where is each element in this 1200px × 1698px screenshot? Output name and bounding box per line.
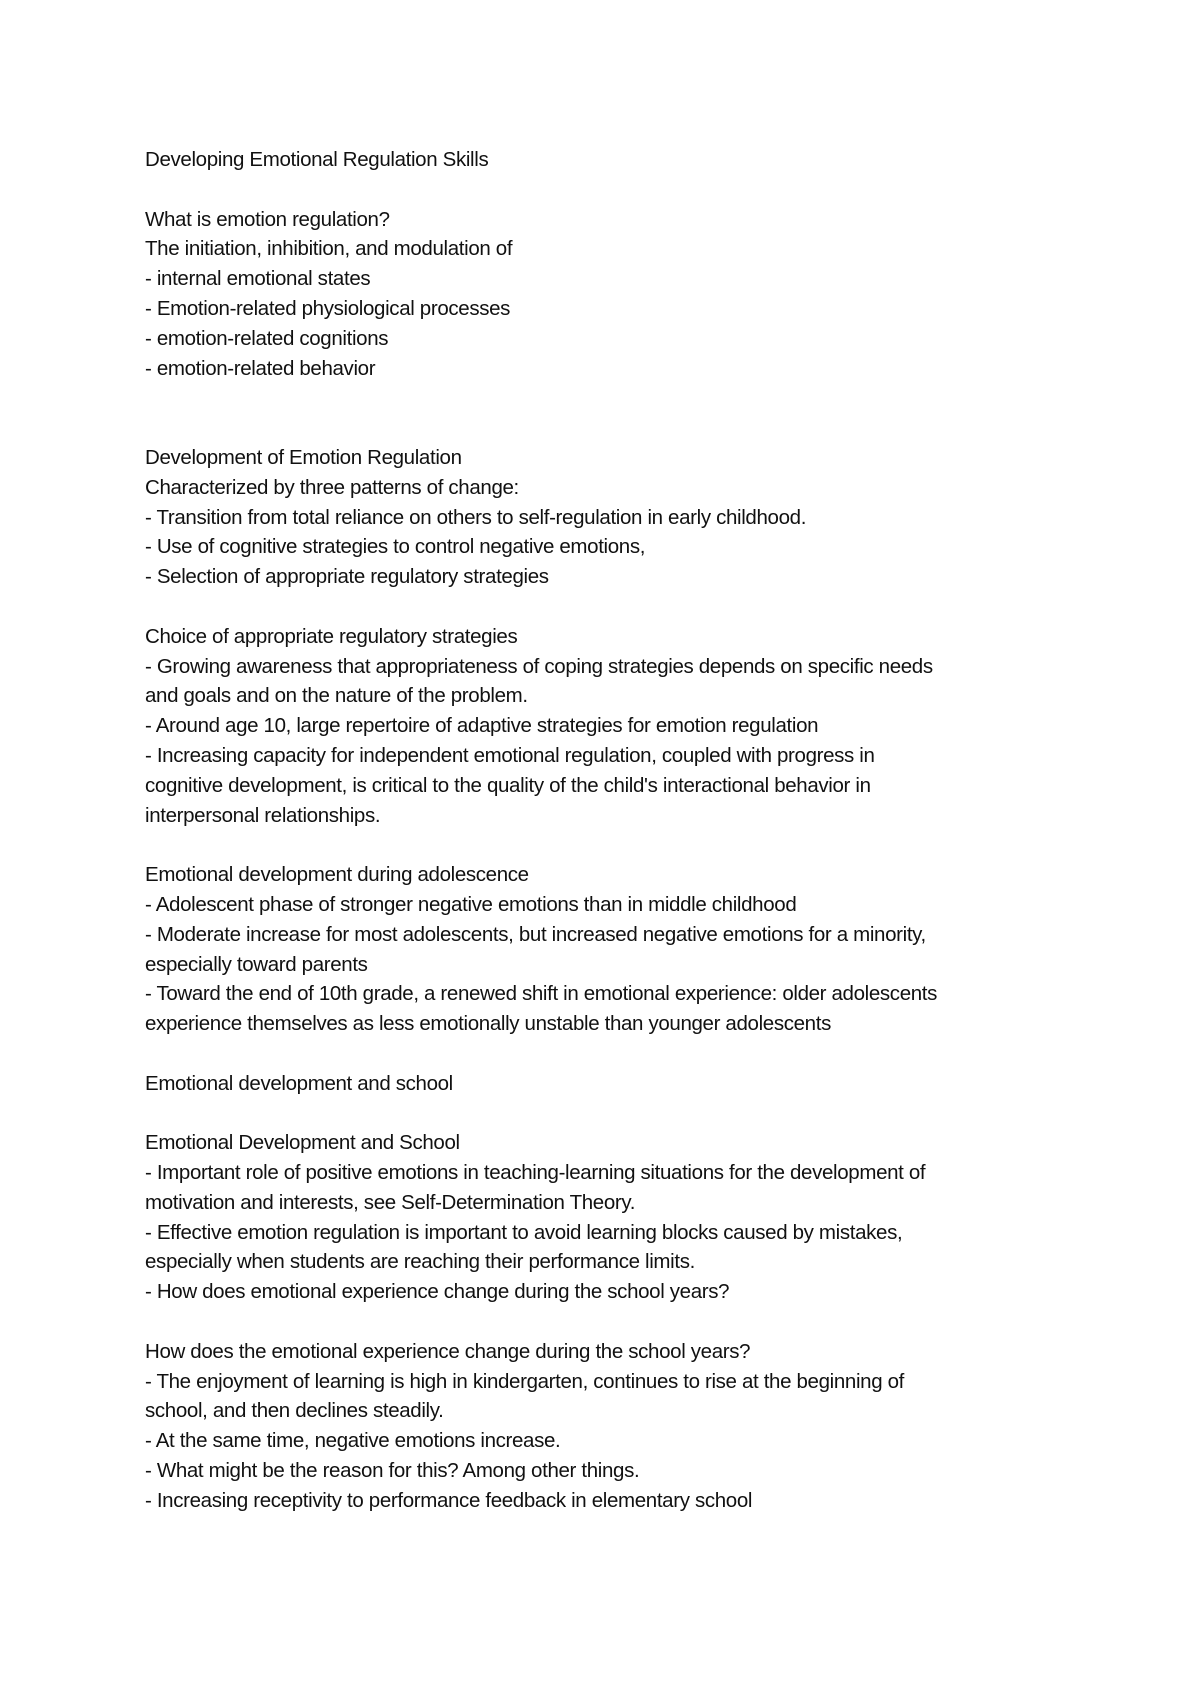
list-item: - Use of cognitive strategies to control negative emotions, <box>145 535 646 559</box>
section-heading: Choice of appropriate regulatory strategies <box>145 624 518 648</box>
paragraph-line: experience themselves as less emotionally unstable than younger adolescents <box>145 1012 831 1036</box>
blank-line <box>145 1307 1075 1337</box>
document-title: Developing Emotional Regulation Skills <box>145 148 489 171</box>
paragraph-line: - Moderate increase for most adolescents, but increased negative emotions for a minority, <box>145 922 926 946</box>
paragraph-line: school, and then declines steadily. <box>145 1399 444 1423</box>
blank-line <box>145 383 1075 443</box>
blank-line <box>145 175 1075 205</box>
paragraph-line: - The enjoyment of learning is high in kindergarten, continues to rise at the beginning of <box>145 1369 905 1393</box>
paragraph-line: - Increasing capacity for independent emotional regulation, coupled with progress in <box>145 743 875 767</box>
list-item: - emotion-related behavior <box>145 356 376 380</box>
document-body <box>145 145 1075 1516</box>
paragraph-line: - Growing awareness that appropriateness of coping strategies depends on specific needs <box>145 654 933 678</box>
paragraph-line: especially toward parents <box>145 952 368 976</box>
paragraph-line: - Adolescent phase of stronger negative emotions than in middle childhood <box>145 892 797 916</box>
list-item: - internal emotional states <box>145 267 371 291</box>
paragraph-line: - Toward the end of 10th grade, a renewed shift in emotional experience: older adolescents <box>145 982 938 1006</box>
blank-line <box>145 830 1075 860</box>
blank-line <box>145 592 1075 622</box>
paragraph-line: interpersonal relationships. <box>145 803 381 827</box>
paragraph-line: motivation and interests, see Self-Determination Theory. <box>145 1190 636 1214</box>
paragraph-line: and goals and on the nature of the problem. <box>145 684 528 708</box>
section-heading: Emotional Development and School <box>145 1131 460 1155</box>
list-item: - emotion-related cognitions <box>145 326 389 350</box>
section-heading: Emotional development and school <box>145 1071 453 1095</box>
paragraph-line: - What might be the reason for this? Among other things. <box>145 1459 640 1483</box>
section-intro: The initiation, inhibition, and modulation of <box>145 237 513 261</box>
section-heading: Development of Emotion Regulation <box>145 445 462 469</box>
list-item: - Transition from total reliance on others to self-regulation in early childhood. <box>145 505 807 529</box>
paragraph-line: - Important role of positive emotions in teaching-learning situations for the development of <box>145 1161 926 1185</box>
paragraph-line: - Effective emotion regulation is important to avoid learning blocks caused by mistakes, <box>145 1220 903 1244</box>
section-heading: What is emotion regulation? <box>145 207 390 231</box>
paragraph-line: - Increasing receptivity to performance feedback in elementary school <box>145 1488 753 1512</box>
paragraph-line: especially when students are reaching their performance limits. <box>145 1250 695 1274</box>
paragraph-line: cognitive development, is critical to the quality of the child's interactional behavior in <box>145 773 871 797</box>
paragraph-line: - At the same time, negative emotions increase. <box>145 1429 561 1453</box>
paragraph-line: - How does emotional experience change during the school years? <box>145 1280 730 1304</box>
blank-line <box>145 1039 1075 1069</box>
blank-line <box>145 1099 1075 1129</box>
section-heading: Emotional development during adolescence <box>145 863 529 887</box>
section-heading: How does the emotional experience change during the school years? <box>145 1339 751 1363</box>
list-item: - Selection of appropriate regulatory strategies <box>145 565 549 589</box>
section-intro: Characterized by three patterns of change: <box>145 475 519 499</box>
paragraph-line: - Around age 10, large repertoire of adaptive strategies for emotion regulation <box>145 714 819 738</box>
list-item: - Emotion-related physiological processes <box>145 296 511 320</box>
